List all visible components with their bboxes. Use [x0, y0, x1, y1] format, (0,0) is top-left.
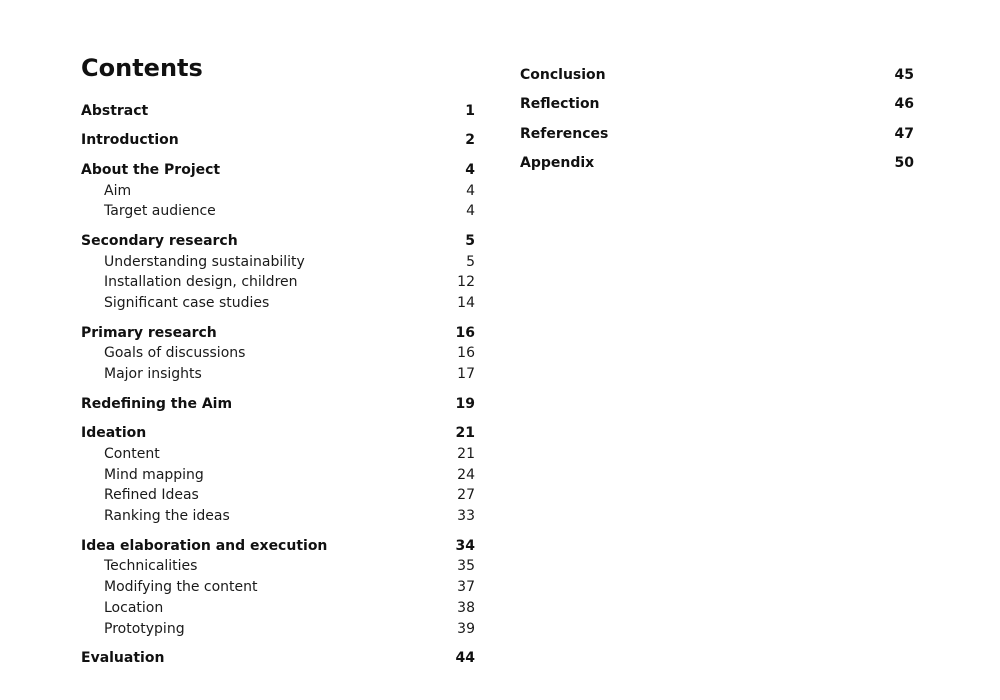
toc-subentry	[81, 444, 475, 465]
toc-subentry-label: Major insights	[104, 366, 202, 383]
toc-subentry	[81, 364, 475, 385]
toc-subentry	[81, 598, 475, 619]
toc-section-primary-research	[81, 323, 475, 385]
toc-subentry-label: Goals of discussions	[104, 345, 246, 362]
toc-subentry-label: Refined Ideas	[104, 487, 199, 504]
toc-entry-label: Secondary research	[81, 232, 238, 249]
toc-entry-page: 21	[455, 424, 475, 441]
toc-section-references	[520, 124, 914, 145]
toc-subentry-label: Content	[104, 445, 160, 462]
toc-subentry-label: Ranking the ideas	[104, 508, 230, 525]
toc-subentry-label: Mind mapping	[104, 466, 204, 483]
toc-subentry	[81, 272, 475, 293]
toc-subentry-page: 4	[466, 182, 475, 199]
toc-subentry	[81, 465, 475, 486]
toc-subentry-page: 17	[457, 366, 475, 383]
toc-subentry-page: 21	[457, 445, 475, 462]
toc-subentry-page: 4	[466, 203, 475, 220]
toc-entry-label: Redefining the Aim	[81, 395, 233, 412]
toc-entry-page: 2	[465, 132, 475, 149]
toc-entry-page: 46	[894, 96, 914, 113]
toc-section-ideation	[81, 423, 475, 527]
toc-subentry-label: Modifying the content	[104, 579, 258, 596]
toc-entry-label: Introduction	[81, 132, 179, 149]
toc-entry-label: Reflection	[520, 96, 600, 113]
toc-entry	[81, 323, 475, 344]
toc-subentry-label: Understanding sustainability	[104, 253, 305, 270]
toc-subentry-label: Significant case studies	[104, 295, 270, 312]
toc-section-evaluation	[81, 648, 475, 669]
toc-entry	[520, 65, 914, 86]
toc-subentry-label: Installation design, children	[104, 274, 298, 291]
toc-subentry-page: 38	[457, 599, 475, 616]
toc-subentry	[81, 201, 475, 222]
toc-entry-page: 19	[455, 395, 475, 412]
toc-entry-label: Evaluation	[81, 650, 165, 667]
toc-section-appendix	[520, 153, 914, 174]
toc-entry	[81, 160, 475, 181]
toc-subentry-label: Target audience	[104, 203, 216, 220]
toc-entry-label: Primary research	[81, 324, 217, 341]
toc-subentry	[81, 619, 475, 640]
toc-subentry-page: 16	[457, 345, 475, 362]
toc-subentry	[81, 556, 475, 577]
toc-section-secondary-research	[81, 231, 475, 314]
toc-entry-label: Ideation	[81, 424, 147, 441]
toc-section-redefining-the-aim	[81, 394, 475, 415]
toc-subentry	[81, 181, 475, 202]
toc-subentry-page: 27	[457, 487, 475, 504]
toc-entry	[81, 536, 475, 557]
toc-entry-page: 4	[465, 161, 475, 178]
toc-subentry-page: 14	[457, 295, 475, 312]
toc-subentry-page: 35	[457, 558, 475, 575]
toc-entry	[520, 94, 914, 115]
toc-subentry	[81, 506, 475, 527]
toc-entry-label: About the Project	[81, 161, 221, 178]
toc-section-about-the-project	[81, 160, 475, 222]
toc-entry	[520, 124, 914, 145]
toc-subentry-page: 12	[457, 274, 475, 291]
toc-entry-page: 5	[465, 232, 475, 249]
toc-subentry	[81, 577, 475, 598]
toc-entry-page: 44	[455, 650, 475, 667]
toc-entry	[81, 231, 475, 252]
toc-entry-page: 45	[894, 67, 914, 83]
toc-entry-label: References	[520, 125, 609, 142]
toc-entry-page: 16	[455, 324, 475, 341]
toc-subentry-label: Prototyping	[104, 620, 185, 637]
toc-entry	[81, 648, 475, 669]
toc-subentry-page: 24	[457, 466, 475, 483]
toc-subentry	[81, 252, 475, 273]
toc-subentry	[81, 485, 475, 506]
toc-subentry-page: 37	[457, 579, 475, 596]
toc-entry	[81, 423, 475, 444]
toc-subentry-page: 5	[466, 253, 475, 270]
toc-subentry-label: Aim	[104, 182, 132, 199]
toc-right-column	[520, 65, 914, 183]
toc-section-reflection	[520, 94, 914, 115]
toc-section-abstract	[81, 101, 475, 122]
toc-entry-label: Appendix	[520, 155, 595, 172]
toc-entry	[81, 101, 475, 122]
toc-entry-page: 47	[894, 125, 914, 142]
toc-left-column	[81, 101, 475, 677]
toc-section-conclusion	[520, 65, 914, 86]
toc-subentry-label: Technicalities	[104, 558, 198, 575]
contents-title: Contents	[81, 54, 203, 82]
toc-entry	[520, 153, 914, 174]
toc-entry-page: 34	[455, 537, 475, 554]
toc-entry-page: 50	[894, 155, 914, 172]
toc-subentry	[81, 343, 475, 364]
toc-section-idea-elaboration-and-execution	[81, 536, 475, 640]
toc-section-introduction	[81, 130, 475, 151]
toc-entry-label: Conclusion	[520, 67, 606, 83]
toc-subentry-label: Location	[104, 599, 164, 616]
toc-subentry	[81, 293, 475, 314]
toc-entry-label: Idea elaboration and execution	[81, 537, 328, 554]
toc-entry	[81, 130, 475, 151]
toc-entry-label: Abstract	[81, 103, 149, 119]
toc-entry-page: 1	[465, 103, 475, 119]
toc-subentry-page: 33	[457, 508, 475, 525]
toc-entry	[81, 394, 475, 415]
toc-subentry-page: 39	[457, 620, 475, 637]
